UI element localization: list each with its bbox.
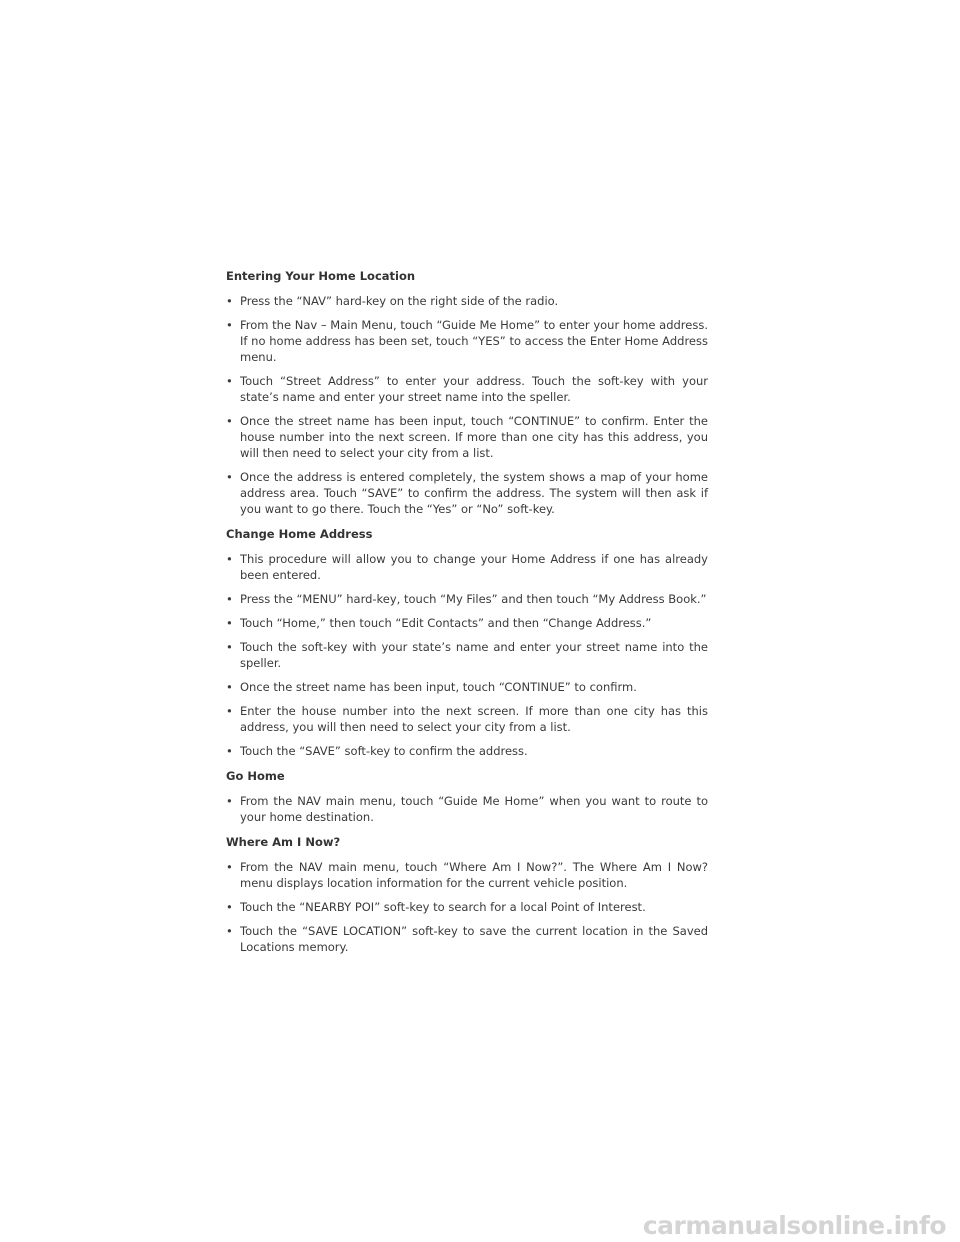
list-item: • Touch “Home,” then touch “Edit Contacts” and then “Change Address.”: [226, 615, 708, 631]
list-item: • Touch the “NEARBY POI” soft-key to search for a local Point of Interest.: [226, 899, 708, 915]
list-item: • From the NAV main menu, touch “Where Am I Now?”. The Where Am I Now? menu displays location information for the current vehicle position.: [226, 859, 708, 891]
bullet-list: [226, 859, 708, 955]
list-item: • Touch the “SAVE” soft-key to confirm the address.: [226, 743, 708, 759]
list-item: • Touch “Street Address” to enter your address. Touch the soft-key with your state’s name and enter your street name into the speller.: [226, 373, 708, 405]
manual-page-content: [226, 268, 708, 964]
section-heading: Entering Your Home Location: [226, 269, 416, 283]
section-heading: Where Am I Now?: [226, 835, 341, 849]
bullet-list: [226, 293, 708, 517]
list-item: • From the Nav – Main Menu, touch “Guide Me Home” to enter your home address. If no home address has been set, touch “YES” to access the Enter Home Address menu.: [226, 317, 708, 365]
bullet-list: [226, 793, 708, 825]
list-item: • This procedure will allow you to change your Home Address if one has already been entered.: [226, 551, 708, 583]
section-heading: Change Home Address: [226, 527, 373, 541]
section-where-am-i-now: [226, 834, 708, 955]
section-go-home: [226, 768, 708, 825]
list-item: • Once the address is entered completely, the system shows a map of your home address area. Touch “SAVE” to confirm the address. The system will then ask if you want to go there. Touch the “Yes” or “No” soft-key.: [226, 469, 708, 517]
watermark-logo: carmanualsonline.info: [642, 1211, 946, 1240]
list-item: • Once the street name has been input, touch “CONTINUE” to confirm. Enter the house number into the next screen. If more than one city has this address, you will then need to select your city from a list.: [226, 413, 708, 461]
list-item: • Once the street name has been input, touch “CONTINUE” to confirm.: [226, 679, 708, 695]
list-item: • Touch the soft-key with your state’s name and enter your street name into the speller.: [226, 639, 708, 671]
list-item: • Touch the “SAVE LOCATION” soft-key to save the current location in the Saved Locations memory.: [226, 923, 708, 955]
section-heading: Go Home: [226, 769, 285, 783]
section-entering-home-location: [226, 268, 708, 517]
list-item: • Press the “MENU” hard-key, touch “My Files” and then touch “My Address Book.”: [226, 591, 708, 607]
list-item: • Press the “NAV” hard-key on the right side of the radio.: [226, 293, 708, 309]
section-change-home-address: [226, 526, 708, 759]
list-item: • From the NAV main menu, touch “Guide Me Home” when you want to route to your home destination.: [226, 793, 708, 825]
bullet-list: [226, 551, 708, 759]
list-item: • Enter the house number into the next screen. If more than one city has this address, you will then need to select your city from a list.: [226, 703, 708, 735]
